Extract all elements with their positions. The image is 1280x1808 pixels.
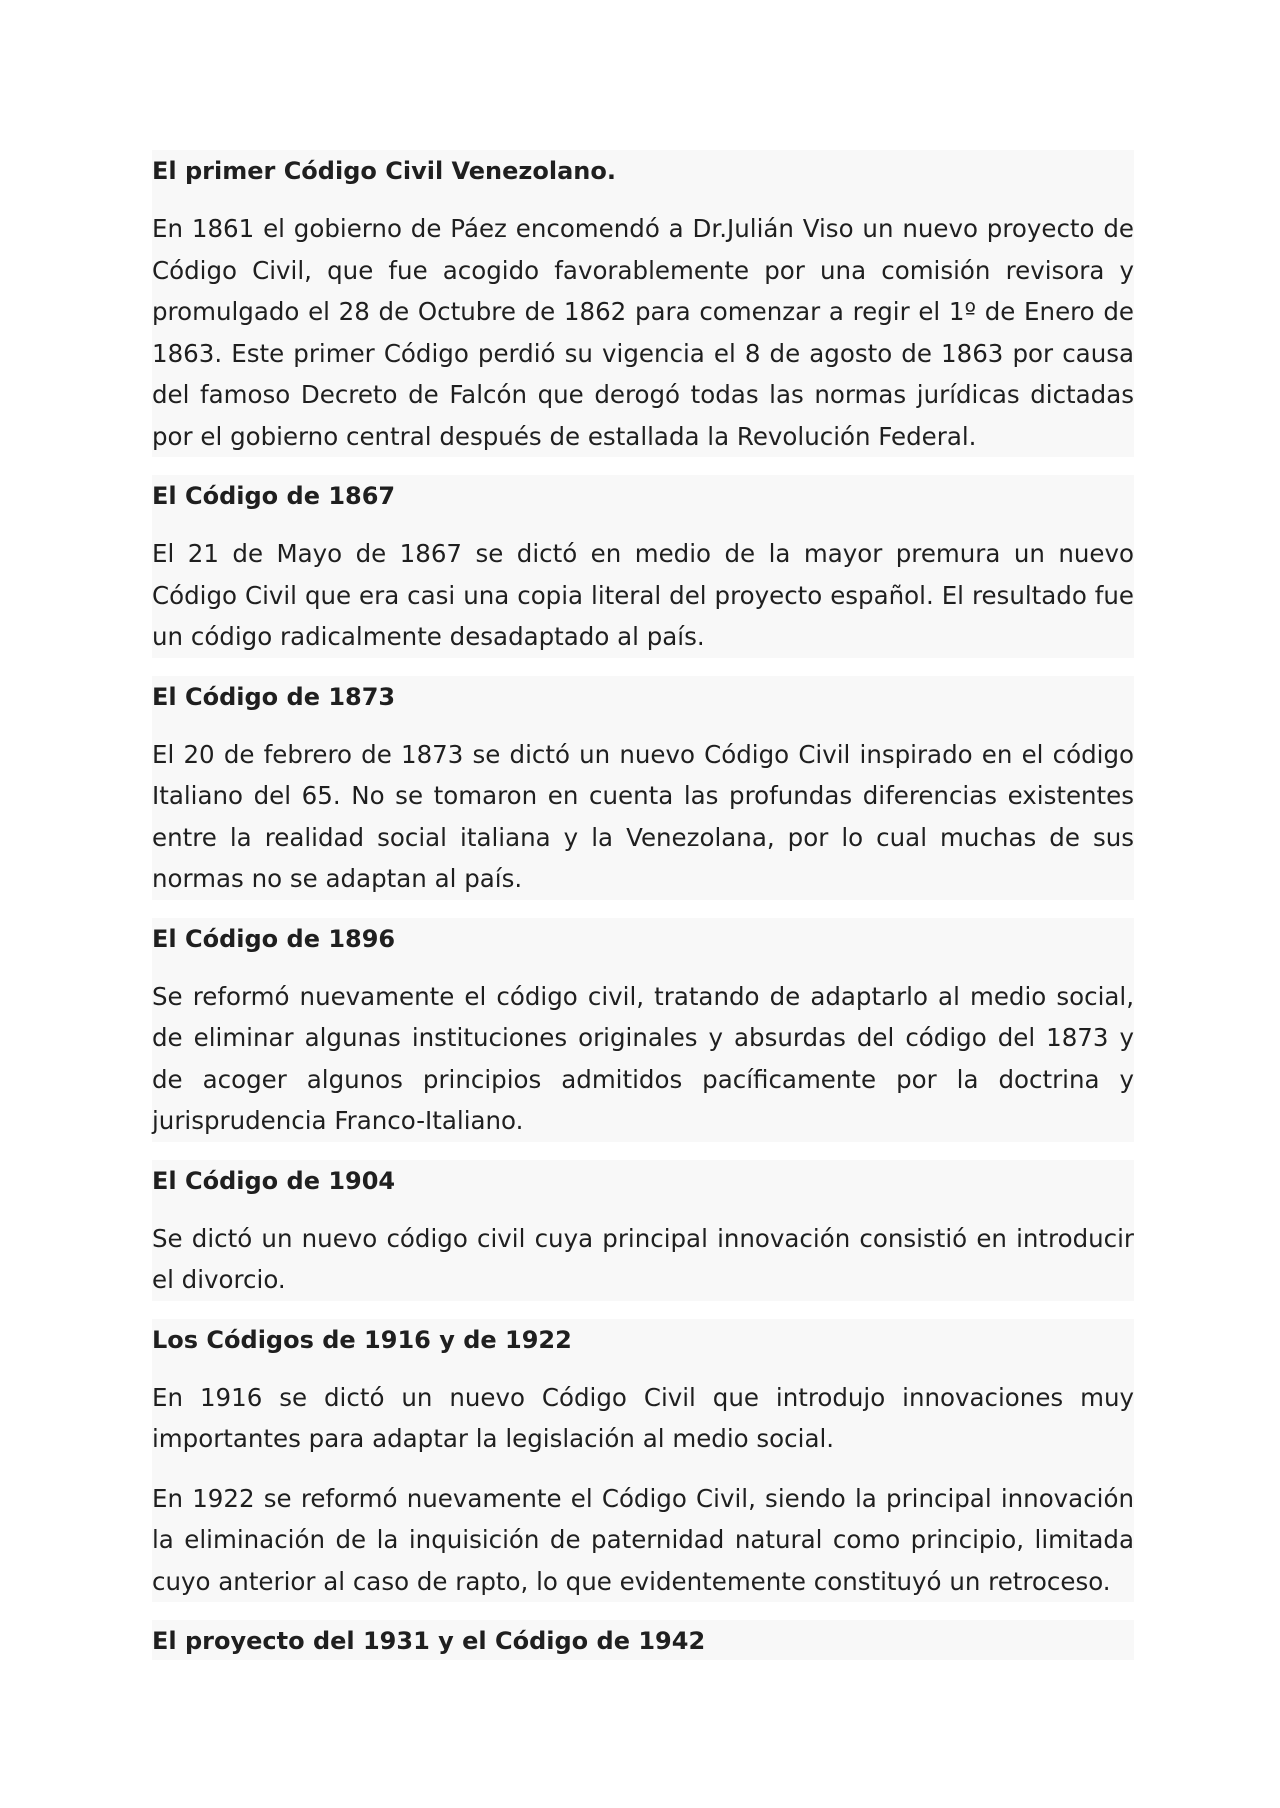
section-heading: El proyecto del 1931 y el Código de 1942 bbox=[152, 1627, 706, 1655]
section-heading: El Código de 1896 bbox=[152, 924, 396, 953]
section-heading: El Código de 1873 bbox=[152, 682, 396, 711]
section-codigo-1867 bbox=[152, 475, 1134, 658]
section-heading: Los Códigos de 1916 y de 1922 bbox=[152, 1325, 572, 1354]
section-paragraph: En 1861 el gobierno de Páez encomendó a Dr.Julián Viso un nuevo proyecto de Código Civil, que fue acogido favorablemente por una comisión revisora y promulgado el 28 de Octubre de 1862 para comenzar a regir el 1º de Enero de 1863. Este primer Código perdió su vigencia el 8 de agosto de 1863 por causa del famoso Decreto de Falcón que derogó todas las normas jurídicas dictadas por el gobierno central después de estallada la Revolución Federal. bbox=[152, 214, 1134, 451]
section-proyecto-1931 bbox=[152, 1620, 1134, 1660]
section-paragraph: En 1916 se dictó un nuevo Código Civil que introdujo innovaciones muy importantes para adaptar la legislación al medio social. bbox=[152, 1382, 1134, 1453]
section-codigo-1896 bbox=[152, 918, 1134, 1142]
section-paragraph: Se dictó un nuevo código civil cuya principal innovación consistió en introducir el divorcio. bbox=[152, 1223, 1134, 1294]
document-page bbox=[152, 150, 1134, 1678]
section-codigo-1873 bbox=[152, 676, 1134, 900]
section-codigos-1916-1922 bbox=[152, 1319, 1134, 1603]
section-primer-codigo bbox=[152, 150, 1134, 457]
section-paragraph: Se reformó nuevamente el código civil, tratando de adaptarlo al medio social, de eliminar algunas instituciones originales y absurdas del código del 1873 y de acoger algunos principios admitidos pacíficamente por la doctrina y jurisprudencia Franco-Italiano. bbox=[152, 981, 1134, 1135]
section-paragraph: En 1922 se reformó nuevamente el Código Civil, siendo la principal innovación la eliminación de la inquisición de paternidad natural como principio, limitada cuyo anterior al caso de rapto, lo que evidentemente constituyó un retroceso. bbox=[152, 1483, 1134, 1596]
section-heading: El Código de 1867 bbox=[152, 482, 396, 510]
section-paragraph: El 20 de febrero de 1873 se dictó un nuevo Código Civil inspirado en el código Italiano del 65. No se tomaron en cuenta las profundas diferencias existentes entre la realidad social italiana y la Venezolana, por lo cual muchas de sus normas no se adaptan al país. bbox=[152, 739, 1134, 893]
section-heading: El primer Código Civil Venezolano. bbox=[152, 157, 616, 185]
section-codigo-1904 bbox=[152, 1160, 1134, 1301]
section-heading: El Código de 1904 bbox=[152, 1166, 396, 1195]
section-paragraph: El 21 de Mayo de 1867 se dictó en medio de la mayor premura un nuevo Código Civil que era casi una copia literal del proyecto español. El resultado fue un código radicalmente desadaptado al país. bbox=[152, 539, 1134, 651]
